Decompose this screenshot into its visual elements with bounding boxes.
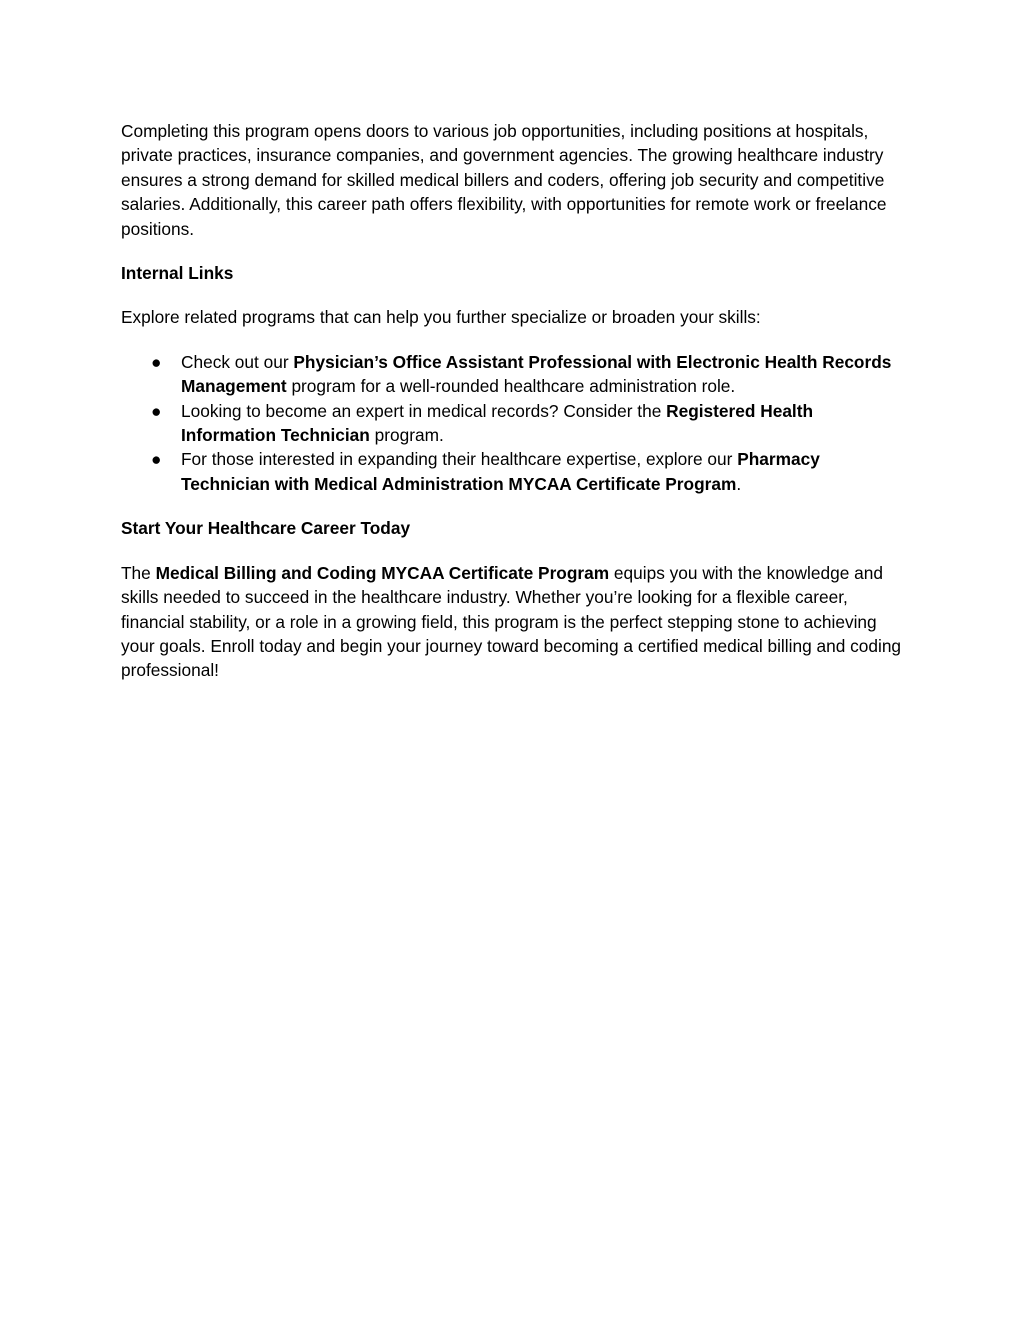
- program-link-registered-health-information-technician[interactable]: Registered Health Information Technician: [181, 400, 814, 446]
- closing-heading: Start Your Healthcare Career Today: [121, 518, 411, 539]
- list-item: [121, 399, 911, 448]
- list-item: [121, 350, 911, 399]
- list-item-text: program.: [369, 425, 444, 446]
- bullet-icon: ●: [151, 351, 162, 372]
- bullet-icon: ●: [151, 449, 162, 470]
- closing-text: The: [121, 562, 156, 583]
- bullet-icon: ●: [151, 400, 162, 421]
- program-name-medical-billing-coding: Medical Billing and Coding MYCAA Certificate Program: [155, 562, 610, 583]
- list-item: [121, 447, 911, 496]
- closing-paragraph: [121, 561, 911, 683]
- intro-paragraph: Completing this program opens doors to various job opportunities, including positions at hospitals, private practices, insurance companies, and government agencies. The growing healthcare industry ensures a strong demand for skilled medical billers and coders, offering job security and competitive salaries. Additionally, this career path offers flexibility, with opportunities for remote work or freelance positions.: [121, 121, 887, 239]
- closing-text: equips you with the knowledge and skills needed to succeed in the healthcare industry. Whether you’re looking for a flexible career, financial stability, or a role in a growing field, this program is the perfect stepping stone to achieving your goals. Enroll today and begin your journey toward becoming a certified medical billing and coding professional!: [121, 562, 902, 681]
- internal-links-heading: Internal Links: [121, 263, 234, 284]
- list-item-text: program for a well-rounded healthcare administration role.: [286, 376, 736, 397]
- internal-links-lead: Explore related programs that can help you further specialize or broaden your skills:: [121, 307, 761, 328]
- list-item-text: Check out our: [181, 351, 294, 372]
- program-link-physicians-office-assistant[interactable]: Physician’s Office Assistant Professional with Electronic Health Records Management: [181, 351, 892, 397]
- internal-links-list: [121, 350, 911, 496]
- list-item-text: For those interested in expanding their healthcare expertise, explore our: [181, 449, 738, 470]
- document-page: [121, 119, 911, 683]
- list-item-text: .: [736, 473, 742, 494]
- list-item-text: Looking to become an expert in medical records? Consider the: [181, 400, 667, 421]
- program-link-pharmacy-technician[interactable]: Pharmacy Technician with Medical Administration MYCAA Certificate Program: [181, 449, 820, 494]
